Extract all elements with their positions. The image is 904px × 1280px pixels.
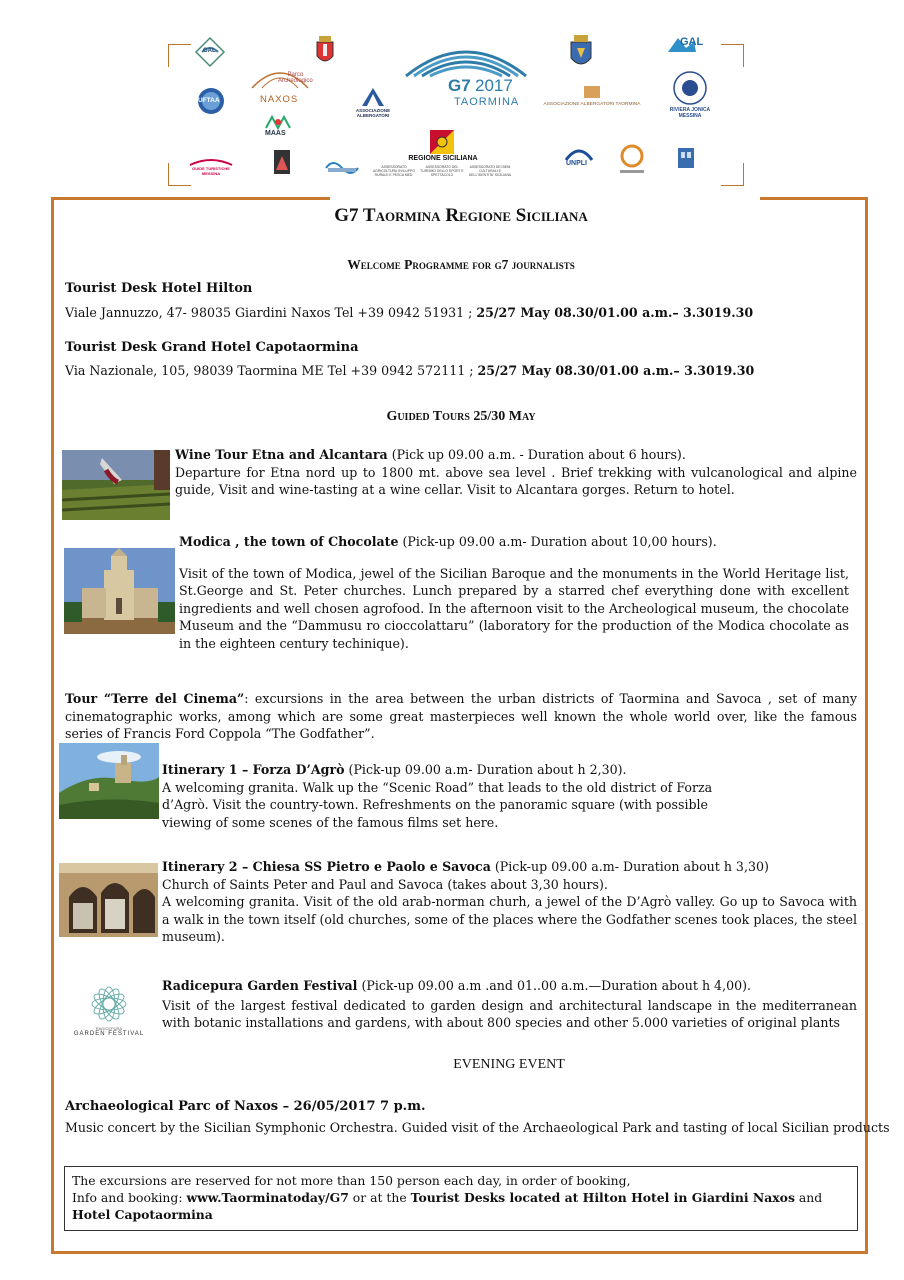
- naxos-text: NAXOS: [260, 94, 299, 105]
- wine-tour-photo: [62, 450, 170, 520]
- wave-logo: [324, 156, 360, 176]
- modica-meta: (Pick-up 09.00 a.m- Duration about 10,00 hours).: [398, 534, 717, 549]
- crest-logo-2: [568, 34, 594, 70]
- evening-title: Archaeological Parc of Naxos – 26/05/2017 7 p.m.: [65, 1099, 426, 1114]
- itinerary-2-block: [162, 858, 857, 946]
- crest-logo: [314, 34, 336, 68]
- itinerary-2-meta: (Pick-up 09.00 a.m- Duration about h 3,30): [490, 859, 769, 874]
- guide-text: GUIDE TURISTICHE MESSINA: [192, 166, 230, 176]
- riviera-text: RIVIERA JONICA MESSINA: [669, 107, 711, 119]
- riviera-jonica-logo: [668, 70, 712, 120]
- itinerary-2-line1: Church of Saints Peter and Paul and Savoca (takes about 3,30 hours).: [162, 876, 608, 892]
- maas-text: MAAS: [265, 130, 286, 137]
- wine-tour-meta: (Pick up 09.00 a.m. - Duration about 6 hours).: [387, 447, 686, 462]
- desk-hilton-address: Viale Jannuzzo, 47- 98035 Giardini Naxos Tel +39 0942 51931 ;: [65, 305, 477, 320]
- maas-logo: [264, 114, 292, 140]
- wine-tour-title: Wine Tour Etna and Alcantara: [175, 447, 388, 462]
- assessorato-turismo-text: ASSESSORATO DEL TURISMO DELLO SPORT E SPETTACOLO: [420, 165, 464, 177]
- forza-dagro-photo: [59, 743, 159, 819]
- unpli-text: UNPLI: [566, 160, 587, 167]
- booking-hotel: Hotel Capotaormina: [72, 1207, 213, 1222]
- itinerary-1-meta: (Pick-up 09.00 a.m- Duration about h 2,30).: [344, 762, 627, 777]
- wine-tour-block: [175, 446, 857, 499]
- g7-city-text: TAORMINA: [454, 96, 520, 108]
- gal-peloritani-logo: [648, 34, 714, 64]
- sponsor-logos-panel: [168, 36, 744, 186]
- guide-turistiche-logo: [188, 156, 234, 176]
- regione-text: REGIONE SICILIANA: [408, 155, 478, 162]
- booking-desks: Tourist Desks located at Hilton Hotel in Giardini Naxos: [410, 1190, 795, 1205]
- booking-pre: Info and booking:: [72, 1190, 187, 1205]
- gal-logo-text: GAL: [203, 48, 216, 54]
- itinerary-2-title: Itinerary 2 – Chiesa SS Pietro e Paolo e Savoca: [162, 859, 491, 874]
- desk-capotaormina-info: [65, 362, 754, 380]
- associazione-logo: [614, 142, 650, 178]
- uftaa-logo-text: UFTAA: [198, 97, 220, 104]
- assoc-text: ASSOCIAZIONE ALBERGATORI: [355, 108, 391, 118]
- uftaa-logo: [196, 86, 226, 116]
- garden-title: Radicepura Garden Festival: [162, 978, 358, 993]
- cinema-body: : excursions in the area between the urban districts of Taormina and Savoca , set of many cinematographic works, among which are some great masterpieces well known the whole world over, like the famous series of Francis Ford Coppola “The Godfather”.: [65, 691, 857, 741]
- itinerary-1-block: [162, 761, 752, 831]
- modica-photo: [64, 548, 175, 634]
- garden-meta: (Pick-up 09.00 a.m .and 01..00 a.m.—Duration about h 4,00).: [357, 978, 752, 993]
- gal-peloritani-text: GAL: [680, 36, 704, 48]
- page-title: G7 Taormina Regione Siciliana: [334, 205, 588, 226]
- booking-and: and: [794, 1190, 823, 1205]
- desk-hilton-info: [65, 304, 753, 322]
- page-subtitle: Welcome Programme for g7 journalists: [347, 257, 575, 272]
- garden-festival-logo: [66, 984, 152, 1050]
- booking-line1: The excursions are reserved for not more than 150 person each day, in order of booking,: [72, 1173, 631, 1188]
- desk-capotaormina-name: Tourist Desk Grand Hotel Capotaormina: [65, 340, 359, 355]
- assessorato-agricoltura-text: ASSESSORATO AGRICOLTURA SVILUPPO RURALE E PESCA MED.: [373, 165, 415, 177]
- etna-logo: [272, 148, 292, 176]
- garden-logo-text: GARDEN FESTIVAL: [73, 1031, 145, 1037]
- garden-block: [162, 977, 857, 1032]
- parco-text: Parco Archeologico: [278, 72, 313, 84]
- desk-hilton-hours: 25/27 May 08.30/01.00 a.m.– 3.3019.30: [476, 305, 754, 320]
- modica-block: [179, 533, 849, 652]
- frame-gap: [330, 192, 760, 202]
- booking-mid: or at the: [348, 1190, 411, 1205]
- itinerary-2-body: A welcoming granita. Visit of the old arab-norman churh, a jewel of the D’Agrò valley. Go up to Savoca with a walk in the town itself (old churches, some of the places where the Godfather scenes took places, the steel museum).: [162, 894, 857, 944]
- g7-taormina-logo: [400, 34, 532, 114]
- assoc-taormina-text: ASSOCIAZIONE ALBERGATORI TAORMINA: [543, 102, 641, 107]
- itinerary-1-body: A welcoming granita. Walk up the “Scenic Road” that leads to the old district of Forza d’Agrò. Visit the country-town. Refreshments on the panoramic square (with possible viewing of some scenes of the famous films set here.: [162, 779, 713, 830]
- assessorato-beni-culturali-text: ASSESSORATO DEI BENI CULTURALI E DELL'IDENTITA' SICILIANA: [468, 165, 512, 177]
- g7-year-text: 2017: [475, 76, 513, 95]
- garden-body: Visit of the largest festival dedicated to garden design and architectural landscape in the mediterranean with botanic installations and gardens, with about 800 species and other 5.000 varieties of original plants: [162, 997, 857, 1030]
- savoca-church-photo: [59, 863, 158, 937]
- modica-title: Modica , the town of Chocolate: [179, 534, 399, 549]
- parco-naxos-logo: [248, 64, 312, 112]
- gal-logo: [194, 36, 226, 68]
- itinerary-1-title: Itinerary 1 – Forza D’Agrò: [162, 762, 345, 777]
- garden-logo-small-text: RADICEPURA: [95, 1026, 123, 1031]
- evening-body: Music concert by the Sicilian Symphonic Orchestra. Guided visit of the Archaeological Park and tasting of local Sicilian products: [65, 1120, 890, 1135]
- cinema-block: [65, 690, 857, 743]
- associazione-albergatori-logo: [344, 86, 402, 120]
- desk-capotaormina-address: Via Nazionale, 105, 98039 Taormina ME Tel +39 0942 572111 ;: [65, 363, 478, 378]
- desk-capotaormina-hours: 25/27 May 08.30/01.00 a.m.– 3.3019.30: [477, 363, 755, 378]
- guided-tours-heading: Guided Tours 25/30 May: [386, 409, 536, 424]
- booking-info-box: [64, 1166, 858, 1231]
- building-logo: [674, 142, 698, 176]
- regione-siciliana-logo: [373, 130, 512, 180]
- evening-heading: EVENING EVENT: [453, 1057, 565, 1072]
- cinema-title: Tour “Terre del Cinema”: [65, 691, 245, 706]
- wine-tour-body: Departure for Etna nord up to 1800 mt. above sea level . Brief trekking with vulcanological and alpine guide, Visit and wine-tasting at a wine cellar. Visit to Alcantara gorges. Return to hotel.: [175, 464, 857, 497]
- g7-text: G7: [448, 76, 471, 95]
- assoc-taormina-logo: [540, 84, 644, 116]
- modica-body: Visit of the town of Modica, jewel of the Sicilian Baroque and the monuments in the World Heritage list, St.George and St. Peter churches. Lunch prepared by a starred chef everything done with excellent ingredients and well chosen agrofood. In the afternoon visit to the Archeological museum, the chocolate Museum and the “Dammusu ro cioccolattaru” (laboratory for the production of the Modica chocolate as in the eighteen century techinique).: [179, 565, 849, 651]
- unpli-logo: [564, 142, 594, 180]
- booking-url[interactable]: www.Taorminatoday/G7: [186, 1190, 349, 1205]
- desk-hilton-name: Tourist Desk Hotel Hilton: [65, 281, 253, 296]
